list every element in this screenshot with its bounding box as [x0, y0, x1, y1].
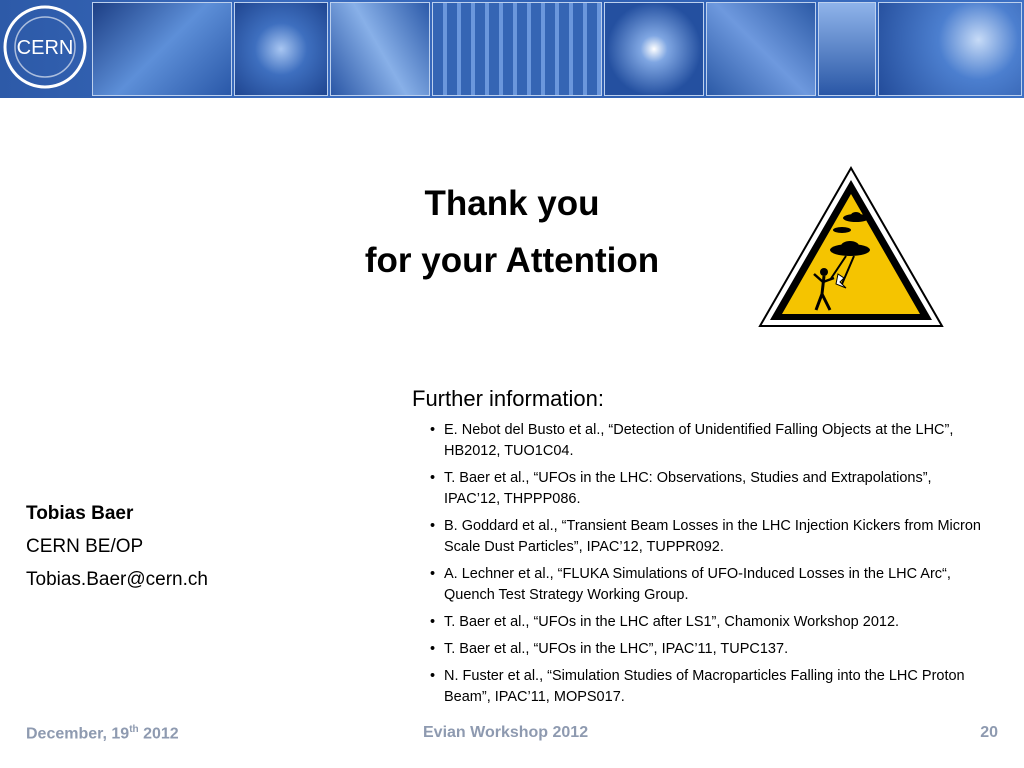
banner-image-5 — [604, 2, 704, 96]
footer-date — [26, 724, 179, 743]
slide-title-line1: Thank you — [424, 184, 600, 223]
header-banner — [0, 0, 1024, 98]
banner-image-3 — [330, 2, 430, 96]
banner-image-8 — [878, 2, 1022, 96]
reference-item: • T. Baer et al., “UFOs in the LHC: Observations, Studies and Extrapolations”, IPAC’12, THPPP086. — [428, 468, 988, 510]
reference-item: • T. Baer et al., “UFOs in the LHC after LS1”, Chamonix Workshop 2012. — [428, 612, 988, 633]
cern-logo-text: CERN — [16, 37, 74, 59]
footer-event: Evian Workshop 2012 — [423, 724, 589, 741]
author-email: Tobias.Baer@cern.ch — [26, 569, 208, 590]
cern-logo — [2, 4, 88, 90]
footer-date-sup: th — [129, 724, 139, 735]
reference-item: • T. Baer et al., “UFOs in the LHC”, IPAC’11, TUPC137. — [428, 639, 988, 660]
slide-title-line2: for your Attention — [364, 241, 660, 280]
banner-image-7 — [818, 2, 876, 96]
footer-date-prefix: December, 19 — [26, 725, 130, 743]
ufo-warning-sign — [756, 164, 946, 330]
banner-image-4 — [432, 2, 602, 96]
footer-date-suffix: 2012 — [138, 725, 179, 743]
banner-image-6 — [706, 2, 816, 96]
reference-list — [428, 420, 988, 714]
author-block — [26, 497, 208, 596]
author-group: CERN BE/OP — [26, 536, 144, 557]
footer-page-number: 20 — [980, 724, 998, 741]
banner-image-2 — [234, 2, 328, 96]
further-information-heading: Further information: — [412, 386, 604, 411]
reference-item: • N. Fuster et al., “Simulation Studies of Macroparticles Falling into the LHC Proton Beam”, IPAC’11, MOPS017. — [428, 666, 988, 708]
author-name: Tobias Baer — [26, 503, 134, 524]
banner-image-1 — [92, 2, 232, 96]
reference-item: • A. Lechner et al., “FLUKA Simulations of UFO-Induced Losses in the LHC Arc“, Quench Test Strategy Working Group. — [428, 564, 988, 606]
reference-item: • E. Nebot del Busto et al., “Detection of Unidentified Falling Objects at the LHC”, HB2012, TUO1C04. — [428, 420, 988, 462]
reference-item: • B. Goddard et al., “Transient Beam Losses in the LHC Injection Kickers from Micron Scale Dust Particles”, IPAC’12, TUPPR092. — [428, 516, 988, 558]
